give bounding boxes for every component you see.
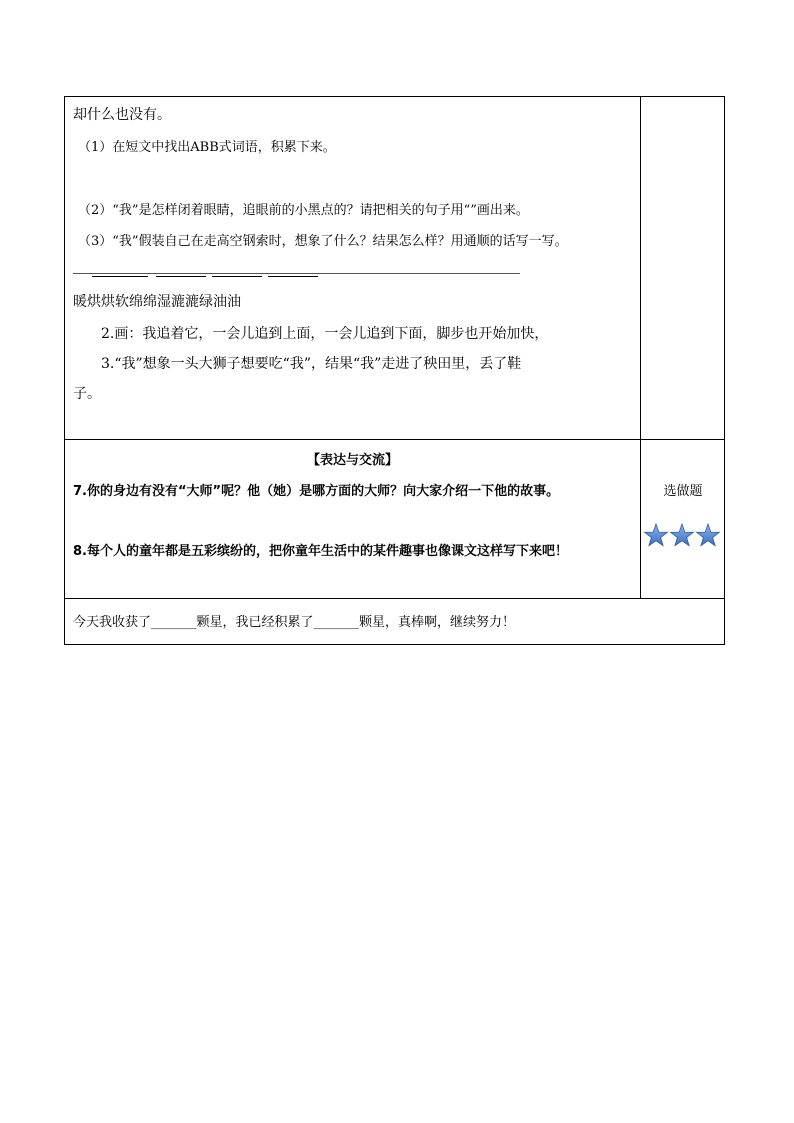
question-7: 7.你的身边有没有“大师”呢？他（她）是哪方面的大师？向大家介绍一下他的故事。 xyxy=(73,484,560,499)
question-8: 8.每个人的童年都是五彩缤纷的，把你童年生活中的某件趣事也像课文这样写下来吧！ xyxy=(73,544,568,559)
answer-3-continued: 子。 xyxy=(73,386,101,402)
column-divider xyxy=(640,97,641,598)
answer-3: 3.“我”想象一头大狮子想要吃“我”，结果“我”走进了秧田里，丢了鞋 xyxy=(101,356,522,372)
row-divider xyxy=(65,439,724,440)
worksheet-table xyxy=(64,96,725,645)
star-icon xyxy=(671,524,694,546)
passage-end-line: 却什么也没有。 xyxy=(73,107,171,123)
answer-blank[interactable] xyxy=(212,276,262,277)
star-icon xyxy=(645,524,668,546)
question-3: （3）“我”假装自己在走高空钢索时，想象了什么？结果怎么样？用通顺的话写一写。 xyxy=(78,234,568,249)
answer-2: 2.画：我追着它，一会儿追到上面，一会儿追到下面，脚步也开始加快， xyxy=(101,326,549,342)
row-divider xyxy=(65,598,724,599)
question-1: （1）在短文中找出ABB式词语，积累下来。 xyxy=(78,140,336,155)
star-icon xyxy=(697,524,720,546)
writing-line[interactable] xyxy=(73,273,520,274)
star-rating xyxy=(643,521,723,551)
question-2: （2）“我”是怎样闭着眼睛，追眼前的小黑点的？请把相关的句子用“”画出来。 xyxy=(78,203,529,218)
answer-abb-words: 暖烘烘软绵绵湿漉漉绿油油 xyxy=(73,294,241,310)
answer-blank[interactable] xyxy=(92,276,148,277)
star-summary: 今天我收获了_______颗星，我已经积累了_______颗星，真棒啊，继续努力！ xyxy=(73,615,516,630)
answer-blank[interactable] xyxy=(156,276,206,277)
optional-question-label: 选做题 xyxy=(663,484,703,499)
section-heading: 【表达与交流】 xyxy=(306,453,398,468)
answer-blank[interactable] xyxy=(268,276,318,277)
